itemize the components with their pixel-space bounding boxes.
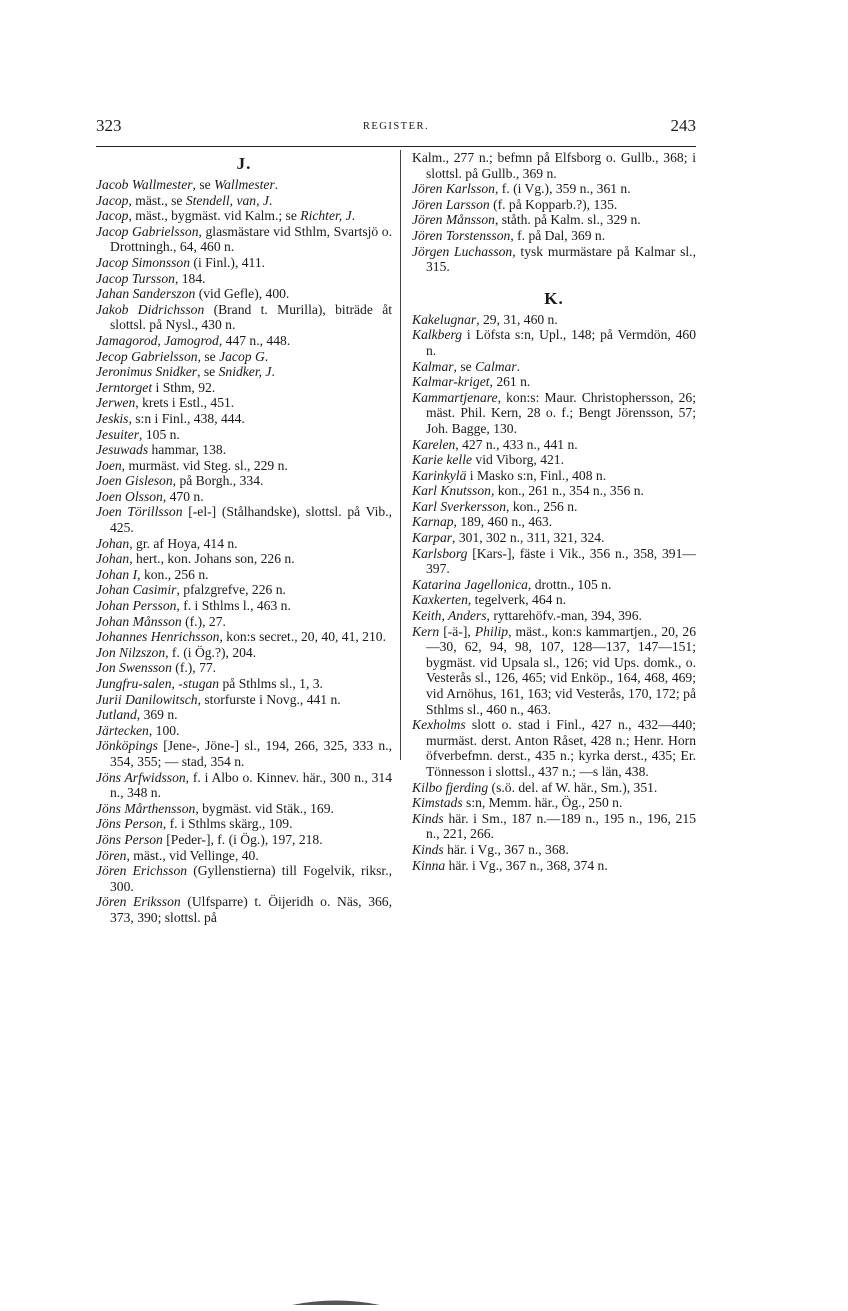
entry-text: [-el-] (Stålhandske), slottsl. på Vib., 425. <box>110 504 392 536</box>
index-entry <box>96 848 392 864</box>
entry-text: , gr. af Hoya, 414 n. <box>129 535 238 551</box>
index-entry <box>96 473 392 489</box>
entry-text: , f. i Sthlms l., 463 n. <box>176 598 291 614</box>
index-entry <box>412 312 696 328</box>
index-entry <box>412 624 696 718</box>
index-entry <box>96 551 392 567</box>
index-entry <box>96 801 392 817</box>
index-entry <box>412 530 696 546</box>
entry-list-k <box>412 312 696 873</box>
entry-text: , se <box>192 177 215 192</box>
entry-term: Jakob Didrichsson <box>96 301 205 317</box>
index-entry <box>412 842 696 858</box>
entry-term: Johan I <box>96 566 138 582</box>
index-entry <box>412 452 696 468</box>
entry-text: , 301, 302 n., 311, 321, 324. <box>452 530 605 546</box>
entry-text: [Kars-], fäste i Vik., 356 n., 358, 391—397. <box>426 545 696 577</box>
index-entry <box>96 770 392 801</box>
entry-text: . <box>351 208 356 224</box>
page-edge-mark <box>292 1298 380 1305</box>
entry-term: Joen Törillsson <box>96 504 183 520</box>
entry-text: , 447 n., 448. <box>218 332 291 348</box>
entry-text: , hert., kon. Johans son, 226 n. <box>129 551 295 567</box>
entry-text: [-ä-], <box>439 623 475 639</box>
entry-term: Karl Sverkersson <box>412 498 507 514</box>
index-entry <box>412 780 696 796</box>
entry-term: Kimstads <box>412 795 463 811</box>
entry-text: , se <box>197 348 220 364</box>
index-entry <box>412 359 696 375</box>
entry-term: Jesuiter <box>96 426 140 442</box>
entry-text: i Sthm, 92. <box>152 379 216 395</box>
index-entry <box>96 442 392 458</box>
entry-term: Kilbo fjerding <box>412 779 489 795</box>
index-entry <box>96 598 392 614</box>
index-entry <box>96 349 392 365</box>
entry-text: . <box>274 177 279 192</box>
entry-text: här. i Vg., 367 n., 368. <box>443 841 569 857</box>
index-entry <box>412 374 696 390</box>
entry-term: Jören Karlsson <box>412 181 495 197</box>
entry-text: , mäst., vid Vellinge, 40. <box>126 847 259 863</box>
entry-term: Kinna <box>412 857 446 873</box>
entry-term: Jören Larsson <box>412 196 490 212</box>
entry-text: , f. i Sthlms skärg., 109. <box>162 816 293 832</box>
index-entry <box>96 286 392 302</box>
entry-text: [Jene-, Jöne-] sl., 194, 266, 325, 333 n., 354, 355; — stad, 354 n. <box>110 738 392 769</box>
entry-term: Jahan Sanderszon <box>96 286 196 302</box>
index-entry <box>96 660 392 676</box>
index-entry <box>96 816 392 832</box>
entry-term: Karl Knutsson <box>412 483 491 499</box>
entry-term: Järtecken <box>96 722 149 738</box>
entry-term: Philip <box>474 623 509 639</box>
entry-term: Jönköpings <box>96 738 158 754</box>
index-entry <box>412 608 696 624</box>
entry-term: Kalkberg <box>412 327 463 343</box>
entry-term: Kalmar <box>412 358 454 374</box>
entry-term: Jören Torstensson <box>412 227 511 243</box>
entry-term: Jeronimus Snidker <box>96 364 198 380</box>
entry-text: (f. på Kopparb.?), 135. <box>489 196 618 212</box>
entry-term: Kern <box>412 623 440 639</box>
index-entry <box>412 499 696 515</box>
entry-term: Karie kelle <box>412 452 473 468</box>
entry-term: Karelen <box>412 436 456 452</box>
entry-term: Karpar <box>412 530 453 546</box>
entry-term: Wallmester <box>214 177 275 192</box>
index-entry <box>96 489 392 505</box>
entry-text: (Brand t. Murilla), biträde åt slottsl. på Nysl., 430 n. <box>110 301 393 333</box>
section-gap <box>412 275 696 285</box>
entry-text: (i Finl.), 411. <box>190 254 266 270</box>
entry-text: , 427 n., 433 n., 441 n. <box>455 436 578 452</box>
entry-text: , tegelverk, 464 n. <box>467 592 567 608</box>
index-entry <box>96 255 392 271</box>
entry-term: Jecop Gabrielsson <box>96 348 198 364</box>
entry-text: (Ulfsparre) t. Öijeridh o. Näs, 366, 373, 390; slottsl. på <box>110 894 392 925</box>
entry-text: , s:n i Finl., 438, 444. <box>128 410 245 426</box>
index-entry <box>96 302 392 333</box>
entry-text: , ståth. på Kalm. sl., 329 n. <box>494 212 641 228</box>
column-divider <box>400 150 401 760</box>
entry-text: , glasmästare vid Sthlm, Svartsjö o. Drottningh., 64, 460 n. <box>110 223 392 255</box>
index-entry <box>412 150 696 181</box>
entry-text: , mäst., se <box>128 192 186 208</box>
index-entry <box>96 863 392 894</box>
entry-term: Kaxkerten <box>412 592 468 608</box>
index-entry <box>412 228 696 244</box>
entry-term: Jamagorod, Jamogrod <box>96 332 219 348</box>
index-entry <box>96 614 392 630</box>
entry-text: , f. i Albo o. Kinnev. här., 300 n., 314 n., 348 n. <box>110 769 392 801</box>
index-entry <box>96 193 392 209</box>
index-entry <box>412 577 696 593</box>
entry-text: , drottn., 105 n. <box>527 576 612 592</box>
entry-term: Johan <box>96 551 130 567</box>
entry-term: Stendell, van, J <box>185 192 269 208</box>
entry-text: . <box>264 348 269 364</box>
index-entry <box>96 504 392 535</box>
entry-term: Kalmar-kriget <box>412 374 490 390</box>
entry-text: (vid Gefle), 400. <box>195 286 290 302</box>
entry-list-j-continued <box>412 150 696 275</box>
index-entry <box>96 645 392 661</box>
entry-term: Kinds <box>412 841 444 857</box>
entry-text: , 369 n. <box>136 707 178 723</box>
section-heading-k: K. <box>544 288 564 308</box>
entry-term: Johan Casimir <box>96 582 177 598</box>
index-entry <box>412 244 696 275</box>
entry-text: , murmäst. vid Steg. sl., 229 n. <box>121 457 288 473</box>
entry-term: Jören Månsson <box>412 212 495 228</box>
page-number-right: 243 <box>670 116 696 135</box>
index-entry <box>412 514 696 530</box>
index-entry <box>96 395 392 411</box>
entry-text: (Gyllenstierna) till Fogelvik, riksr., 300. <box>110 863 392 894</box>
index-entry <box>412 197 696 213</box>
entry-text: , 470 n. <box>162 488 204 504</box>
entry-text: , bygmäst. vid Stäk., 169. <box>195 800 334 816</box>
entry-text: , storfurste i Novg., 441 n. <box>197 691 341 707</box>
index-entry <box>412 327 696 358</box>
entry-term: Jacop <box>96 192 129 208</box>
entry-text: , på Borgh., 334. <box>172 473 264 489</box>
entry-text: , kon., 261 n., 354 n., 356 n. <box>490 483 644 499</box>
left-column <box>96 150 392 926</box>
index-entry <box>96 832 392 848</box>
entry-term: Karlsborg <box>412 545 468 561</box>
index-entry <box>96 723 392 739</box>
entry-term: Jeskis <box>96 410 129 426</box>
entry-term: Kexholms <box>412 717 466 733</box>
entry-text: , 184. <box>174 270 206 286</box>
index-entry <box>96 676 392 692</box>
entry-term: Jacob Wallmester <box>96 177 193 192</box>
index-entry <box>412 468 696 484</box>
entry-term: Joen Gisleson <box>96 473 173 489</box>
entry-text: , pfalzgrefve, 226 n. <box>176 582 286 598</box>
entry-term: Jörgen Luchasson <box>412 243 513 259</box>
index-entry <box>412 811 696 842</box>
entry-text: , f. (i Vg.), 359 n., 361 n. <box>494 181 631 197</box>
index-entry <box>412 592 696 608</box>
entry-term: Jerntorget <box>96 379 153 395</box>
entry-text: , kon., 256 n. <box>137 566 209 582</box>
section-heading-j: J. <box>236 154 252 173</box>
entry-term: Johannes Henrichsson <box>96 629 220 645</box>
index-entry <box>96 333 392 349</box>
entry-text: (f.), 77. <box>171 660 217 676</box>
entry-term: Kammartjenare <box>412 389 498 405</box>
entry-term: Jöns Person <box>96 816 163 832</box>
index-entry <box>412 437 696 453</box>
index-entry <box>412 546 696 577</box>
entry-text: . <box>268 192 273 208</box>
index-entry <box>96 738 392 769</box>
entry-term: Johan Persson <box>96 598 177 614</box>
entry-term: Snidker, J <box>218 364 272 380</box>
entry-text: här. i Sm., 187 n.—189 n., 195 n., 196, 215 n., 221, 266. <box>426 810 696 842</box>
entry-term: Jesuwads <box>96 442 149 458</box>
entry-text: , mäst., kon:s kammartjen., 20, 26—30, 62, 94, 98, 107, 128—137, 147—151; bygmäst. vid Upsala sl., 126; vid Ups. domk., o. Vesterås sl., 126, 465; vid Enköp., 164, 468, 469; vid Arnöhus, 161, 163; vid Vesterås, 170, 172; på Sthlms sl., 460 n., 463. <box>426 623 696 717</box>
entry-text: , ryttarehöfv.-man, 394, 396. <box>486 608 642 624</box>
entry-text: . <box>516 358 521 374</box>
entry-text: , 100. <box>148 722 180 738</box>
index-entry <box>412 858 696 874</box>
entry-term: Jerwen <box>96 395 136 411</box>
running-title: REGISTER. <box>362 121 430 132</box>
index-entry <box>412 212 696 228</box>
entry-term: Jurii Danilowitsch <box>96 691 198 707</box>
index-entry <box>96 707 392 723</box>
entry-term: Calmar <box>475 358 517 374</box>
index-entry <box>96 208 392 224</box>
entry-term: Jacop Gabrielsson <box>96 223 199 239</box>
entry-text: , tysk murmästare på Kalmar sl., 315. <box>426 243 696 275</box>
entry-text: , kon., 256 n. <box>506 498 578 514</box>
index-entry <box>96 177 392 193</box>
entry-term: Jören Eriksson <box>96 894 181 910</box>
entry-term: Jacop <box>96 208 129 224</box>
index-entry <box>96 629 392 645</box>
entry-text: på Sthlms sl., 1, 3. <box>219 676 323 691</box>
page-header <box>96 116 696 140</box>
entry-text: [Peder-], f. (i Ög.), 197, 218. <box>162 831 323 847</box>
index-entry <box>96 458 392 474</box>
entry-term: Jutland <box>96 707 137 723</box>
entry-term: Kakelugnar <box>412 311 477 327</box>
entry-text: här. i Vg., 367 n., 368, 374 n. <box>445 857 608 873</box>
entry-term: Karnap <box>412 514 454 530</box>
index-entry <box>96 536 392 552</box>
entry-text: , se <box>453 358 476 374</box>
entry-text: hammar, 138. <box>148 442 227 458</box>
entry-term: Johan Månsson <box>96 613 182 629</box>
entry-text: slott o. stad i Finl., 427 n., 432—440; murmäst. derst. Anton Råset, 428 n.; Henr. Horn öfverbefmn. derst., 435 n.; kyrka derst., 435; Er. Tönnesson i slottsl., 437 n.; —s län, 438. <box>426 717 696 779</box>
entry-text: , 261 n. <box>489 374 531 390</box>
index-entry <box>96 380 392 396</box>
page-number-left: 323 <box>96 116 122 135</box>
entry-text: , krets i Estl., 451. <box>135 395 235 411</box>
index-entry <box>96 427 392 443</box>
entry-term: Joen Olsson <box>96 488 163 504</box>
entry-list-j <box>96 177 392 926</box>
index-entry <box>96 894 392 925</box>
entry-text: . <box>271 364 275 380</box>
entry-term: Jöns Mårthensson <box>96 800 196 816</box>
entry-term: Jon Swensson <box>96 660 172 676</box>
entry-text: , kon:s: Maur. Christophersson, 26; mäst. Phil. Kern, 28 o. f.; Bengt Jörensson, 57; Joh. Bagge, 130. <box>426 389 696 436</box>
entry-term: Keith, Anders <box>412 608 487 624</box>
entry-term: Kinds <box>412 810 444 826</box>
entry-term: Jacop Tursson <box>96 270 175 286</box>
index-entry <box>96 364 392 380</box>
entry-text: (f.), 27. <box>181 613 226 629</box>
entry-text: i Löfsta s:n, Upl., 148; på Vermdön, 460 n. <box>426 327 696 358</box>
header-rule <box>96 146 696 147</box>
entry-term: Karinkylä <box>412 467 467 483</box>
entry-term: Jon Nilzszon <box>96 644 166 660</box>
entry-text: , f. på Dal, 369 n. <box>510 227 606 243</box>
index-entry <box>412 181 696 197</box>
index-entry <box>96 411 392 427</box>
entry-text: Kalm., 277 n.; befmn på Elfsborg o. Gullb., 368; i slottsl. på Gullb., 369 n. <box>412 150 696 181</box>
entry-term: Joen <box>96 457 122 473</box>
entry-text: , mäst., bygmäst. vid Kalm.; se <box>128 208 301 224</box>
index-entry <box>96 271 392 287</box>
entry-text: , 189, 460 n., 463. <box>453 514 553 530</box>
entry-text: , se <box>197 364 219 380</box>
right-column <box>412 150 696 873</box>
index-entry <box>96 567 392 583</box>
entry-text: , 105 n. <box>139 426 180 442</box>
entry-text: i Masko s:n, Finl., 408 n. <box>466 467 607 483</box>
entry-text: s:n, Memm. här., Ög., 250 n. <box>462 795 623 811</box>
index-entry <box>96 692 392 708</box>
entry-text: (s.ö. del. af W. här., Sm.), 351. <box>488 779 658 795</box>
index-entry <box>96 582 392 598</box>
entry-term: Jören Erichsson <box>96 863 188 879</box>
entry-text: vid Viborg, 421. <box>472 452 564 468</box>
entry-term: Jacop G <box>219 348 265 364</box>
index-entry <box>412 795 696 811</box>
index-entry <box>412 717 696 779</box>
entry-text: , kon:s secret., 20, 40, 41, 210. <box>219 629 386 645</box>
index-entry <box>412 390 696 437</box>
entry-term: Richter, J <box>300 208 352 224</box>
entry-term: Jungfru-salen, -stugan <box>96 676 220 691</box>
index-entry <box>412 483 696 499</box>
entry-term: Jöns Arfwidsson <box>96 769 186 785</box>
entry-text: , f. (i Ög.?), 204. <box>165 644 257 660</box>
entry-term: Jacop Simonsson <box>96 254 191 270</box>
entry-term: Katarina Jagellonica <box>412 576 528 592</box>
entry-term: Jöns Person <box>96 831 163 847</box>
index-entry <box>96 224 392 255</box>
entry-term: Jören <box>96 847 127 863</box>
entry-text: , 29, 31, 460 n. <box>476 311 558 327</box>
entry-term: Johan <box>96 535 130 551</box>
